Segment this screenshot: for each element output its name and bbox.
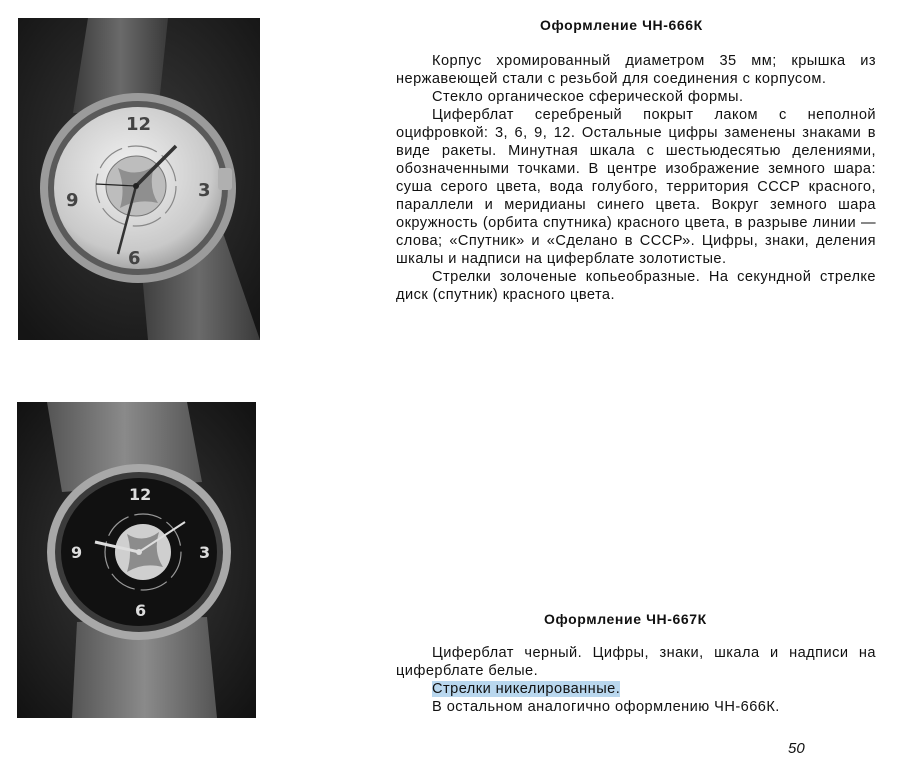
watch-photo-silver-dial [18, 18, 260, 340]
dial-numeral-9: 9 [66, 190, 79, 211]
crown [218, 168, 232, 190]
paragraph-dial: Циферблат черный. Цифры, знаки, шкала и надписи на циферблате белые. [396, 645, 876, 679]
paragraph-glass: Стекло органическое сферической формы. [432, 89, 744, 105]
dial-numeral-6: 6 [135, 601, 147, 620]
dial-numeral-3: 3 [198, 180, 211, 201]
dial-numeral-12: 12 [126, 114, 152, 135]
section-heading-chn-667k: Оформление ЧН-667К [544, 611, 707, 627]
paragraph-hands: Стрелки золоченые копьеобразные. На секундной стрелке диск (спутник) красного цвета. [396, 269, 876, 303]
page-number: 50 [788, 740, 805, 757]
dial-numeral-9: 9 [71, 543, 83, 562]
paragraph-rest: В остальном аналогично оформлению ЧН-666К. [432, 699, 780, 715]
section-body-chn-666k [396, 52, 876, 304]
dial-numeral-12: 12 [129, 485, 152, 504]
selected-text[interactable]: Стрелки никелированные. [432, 681, 621, 697]
section-heading-chn-666k: Оформление ЧН-666К [540, 17, 703, 33]
paragraph-hands [396, 680, 876, 698]
paragraph-case: Корпус хромированный диаметром 35 мм; крышка из нержавеющей стали с резьбой для соединения с корпусом. [396, 53, 876, 87]
dial-numeral-3: 3 [199, 543, 211, 562]
paragraph-dial: Циферблат серебреный покрыт лаком с неполной оцифровкой: 3, 6, 9, 12. Остальные цифры заменены знаками в виде ракеты. Минутная шкала с шестьюдесятью делениями, обозначенными точками. В центре изображение земного шара: суша серого цвета, вода голубого, территория СССР красного, параллели и меридианы синего цвета. Вокруг земного шара окружность (орбита спутника) красного цвета, в разрыве линии — слова; «Спутник» и «Сделано в СССР». Цифры, знаки, деления шкалы и надписи на циферблате золотистые. [396, 107, 876, 267]
dial-numeral-6: 6 [128, 248, 141, 269]
watch-photo-black-dial [17, 402, 256, 718]
section-body-chn-667k [396, 644, 876, 716]
